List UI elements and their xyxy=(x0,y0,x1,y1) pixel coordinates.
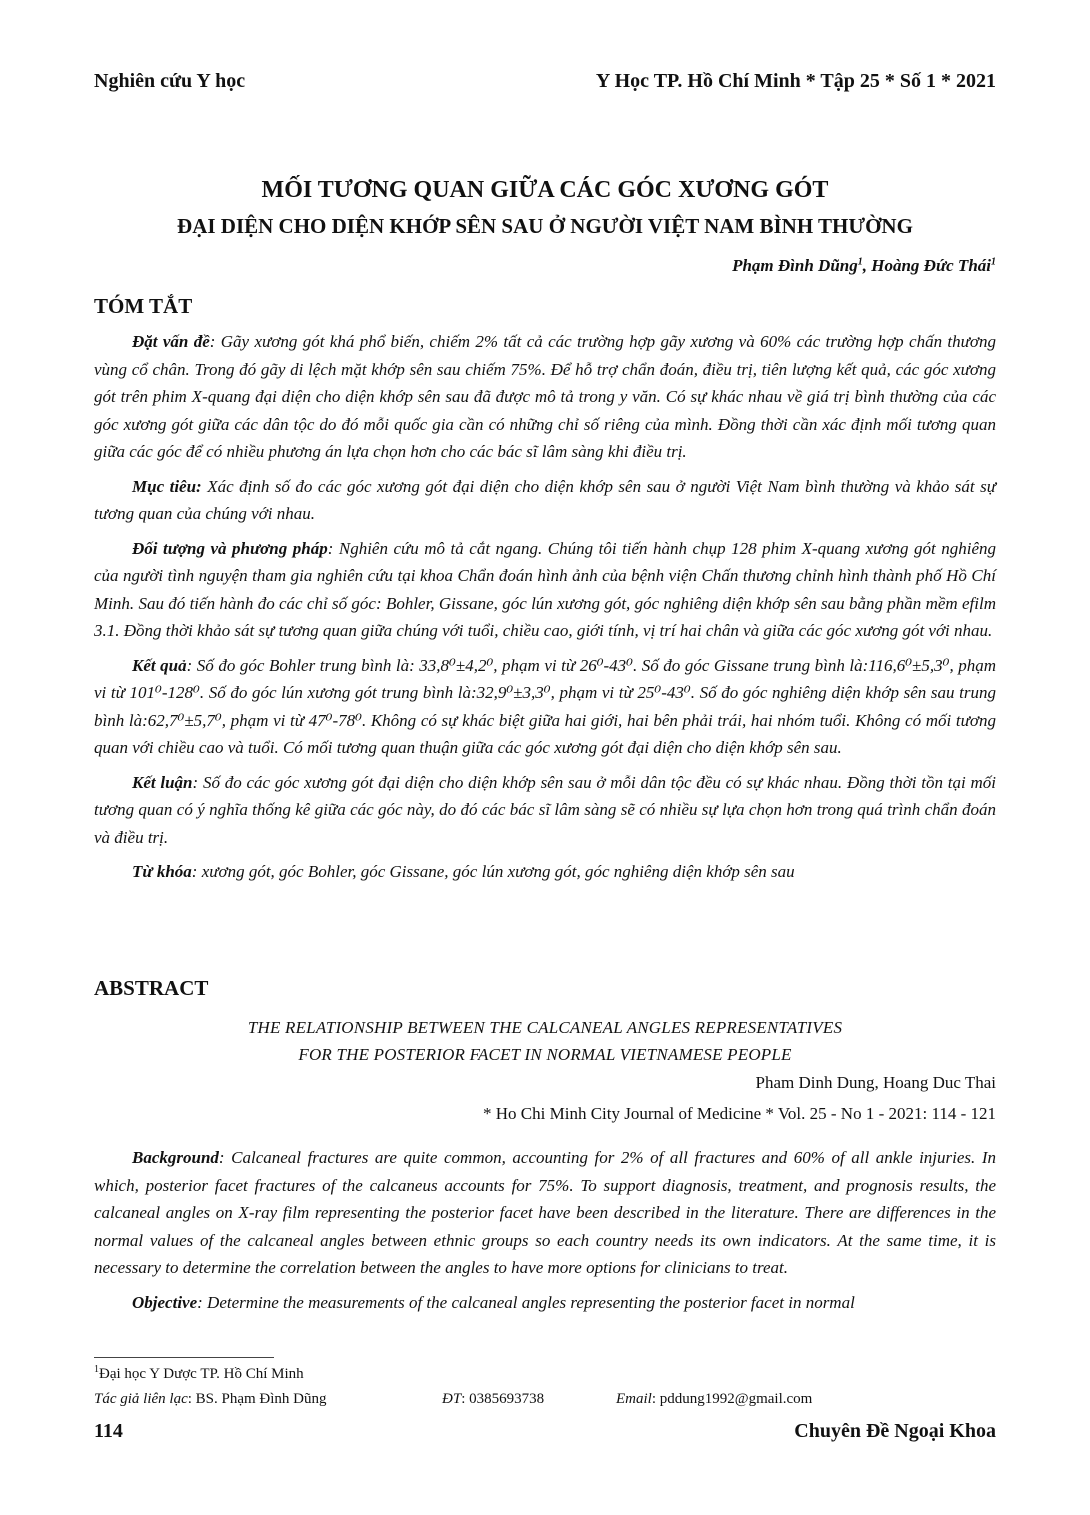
abstract-paragraph-background xyxy=(94,1144,996,1282)
contact-label: Tác giả liên lạc xyxy=(94,1391,188,1407)
summary-paragraph-methods xyxy=(94,535,996,645)
summary-paragraph-background xyxy=(94,328,996,466)
summary-paragraph-objective xyxy=(94,473,996,528)
para-label: Background xyxy=(132,1148,219,1167)
contact-footnote xyxy=(94,1391,996,1408)
para-text: : Gãy xương gót khá phổ biến, chiếm 2% tất cả các trường hợp gãy xương và 60% các trường hợp chấn thương vùng cổ chân. Trong đó gãy di lệch mặt khớp sên sau chiếm 75%. Để hỗ trợ chẩn đoán, điều trị, tiên lượng kết quả, các góc xương gót trên phim X-quang đại diện cho diện khớp sên sau đã được mô tả trong y văn. Có sự khác nhau về giá trị bình thường của các góc xương gót giữa các dân tộc do đó mỗi quốc gia cần có những chỉ số riêng của mình. Đồng thời cần xác định mối tương quan giữa các góc để có nhiều phương án lựa chọn hơn cho các bác sĩ lâm sàng khi điều trị. xyxy=(94,332,996,461)
para-text: : Nghiên cứu mô tả cắt ngang. Chúng tôi tiến hành chụp 128 phim X-quang xương gót nghiêng của người tình nguyện tham gia nghiên cứu tại khoa Chẩn đoán hình ảnh của bệnh viện Chấn thương chỉnh hình thành phố Hồ Chí Minh. Sau đó tiến hành đo các chỉ số góc: Bohler, Gissane, góc lún xương gót, góc nghiêng diện khớp sên sau bằng phần mềm efilm 3.1. Đồng thời khảo sát sự tương quan giữa chúng với tuổi, chiều cao, giới tính, vị trí hai chân và giữa các góc xương gót với nhau. xyxy=(94,538,997,640)
summary-paragraph-results xyxy=(94,652,996,762)
para-label: Kết luận xyxy=(132,772,193,792)
vietnamese-summary xyxy=(94,328,996,893)
para-label: Objective xyxy=(132,1292,198,1312)
affiliation-text: Đại học Y Dược TP. Hồ Chí Minh xyxy=(99,1366,304,1382)
author-2-affiliation: 1 xyxy=(991,256,996,268)
footnote-divider xyxy=(94,1357,274,1358)
para-label: Từ khóa xyxy=(132,862,192,881)
page-number: 114 xyxy=(94,1420,123,1442)
authors-vietnamese xyxy=(732,256,996,276)
para-text: : Số đo góc Bohler trung bình là: 33,8⁰±4,2⁰, phạm vi từ 26⁰-43⁰. Số đo góc Gissane trung bình là:116,6⁰±5,3⁰, phạm vi từ 101⁰-128⁰. Số đo góc lún xương gót trung bình là:32,9⁰±3,3⁰, phạm vi từ 25⁰-43⁰. Số đo góc nghiêng diện khớp sên sau trung bình là:62,7⁰±5,7⁰, phạm vi từ 47⁰-78⁰. Không có sự khác biệt giữa hai giới, hai bên phải trái, hai nhóm tuổi. Không có mối tương quan với chiều cao và tuổi. Có mối tương quan thuận giữa các góc xương gót đại diện cho diện khớp sên sau. xyxy=(94,655,997,757)
journal-citation: * Ho Chi Minh City Journal of Medicine * Vol. 25 - No 1 - 2021: 114 - 121 xyxy=(483,1104,996,1123)
english-title-line-1: THE RELATIONSHIP BETWEEN THE CALCANEAL ANGLES REPRESENTATIVES xyxy=(247,1018,843,1037)
title-line-2: ĐẠI DIỆN CHO DIỆN KHỚP SÊN SAU Ở NGƯỜI VIỆT NAM BÌNH THƯỜNG xyxy=(177,214,913,238)
affiliation-marker: 1 xyxy=(94,1364,99,1375)
author-separator: , xyxy=(862,256,872,275)
abstract-paragraph-objective xyxy=(94,1289,996,1317)
para-text: : Số đo các góc xương gót đại diện cho diện khớp sên sau ở mỗi dân tộc đều có sự khác nhau. Đồng thời tồn tại mối tương quan có ý nghĩa thống kê giữa các góc này, do đó các bác sĩ lâm sàng sẽ có nhiều sự lựa chọn hơn trong quá trình chẩn đoán và điều trị. xyxy=(94,772,996,847)
email-value: : pddung1992@gmail.com xyxy=(651,1391,813,1407)
para-text: Xác định số đo các góc xương gót đại diện cho diện khớp sên sau ở người Việt Nam bình thường và khảo sát sự tương quan của chúng với nhau. xyxy=(94,476,996,523)
authors-english: Pham Dinh Dung, Hoang Duc Thai xyxy=(755,1073,996,1092)
title-line-1: MỐI TƯƠNG QUAN GIỮA CÁC GÓC XƯƠNG GÓT xyxy=(261,177,829,203)
para-label: Đặt vấn đề xyxy=(132,332,210,351)
email-label: Email xyxy=(616,1391,652,1407)
heading-abstract: ABSTRACT xyxy=(94,976,209,1000)
contact-email xyxy=(616,1391,812,1408)
contact-value: : BS. Phạm Đình Dũng xyxy=(187,1391,327,1407)
para-text: : xương gót, góc Bohler, góc Gissane, góc lún xương gót, góc nghiêng diện khớp sên sau xyxy=(191,862,795,881)
summary-paragraph-conclusion xyxy=(94,769,996,852)
english-title-line-2: FOR THE POSTERIOR FACET IN NORMAL VIETNAMESE PEOPLE xyxy=(298,1045,792,1064)
running-header xyxy=(94,70,996,93)
para-label: Đối tượng và phương pháp xyxy=(132,538,328,558)
contact-phone xyxy=(442,1391,616,1408)
heading-tomtat: TÓM TẮT xyxy=(94,294,193,318)
author-1-affiliation: 1 xyxy=(857,256,863,268)
english-title xyxy=(94,1014,996,1068)
contact-author xyxy=(94,1391,442,1408)
article-title xyxy=(94,172,996,244)
para-label: Kết quả xyxy=(132,655,187,675)
header-journal: Y Học TP. Hồ Chí Minh * Tập 25 * Số 1 * 2021 xyxy=(595,70,996,92)
phone-value: : 0385693738 xyxy=(461,1391,545,1407)
summary-paragraph-keywords xyxy=(94,858,996,886)
para-text: : Determine the measurements of the calcaneal angles representing the posterior facet in normal xyxy=(197,1292,855,1312)
para-label: Mục tiêu: xyxy=(132,476,202,496)
footer-section: Chuyên Đề Ngoại Khoa xyxy=(794,1420,996,1442)
header-section: Nghiên cứu Y học xyxy=(94,70,246,92)
author-2: Hoàng Đức Thái xyxy=(871,256,991,275)
author-1: Phạm Đình Dũng xyxy=(732,256,858,275)
affiliation-footnote xyxy=(94,1366,304,1383)
english-abstract xyxy=(94,1144,996,1323)
page-footer xyxy=(94,1420,996,1443)
para-text: : Calcaneal fractures are quite common, accounting for 2% of all fractures and 60% of all ankle injuries. In which, posterior facet fractures of the calcaneus accounts for 75%. To support diagnosis, treatment, and prognosis results, the calcaneal angles on X-ray film representing the posterior facet have been described in the literature. There are differences in the normal values of the calcaneal angles between ethnic groups so each country needs its own indicators. At the same time, it is necessary to determine the correlation between the angles to have more options for clinicians to treat. xyxy=(94,1148,996,1277)
phone-label: ĐT xyxy=(442,1391,462,1407)
